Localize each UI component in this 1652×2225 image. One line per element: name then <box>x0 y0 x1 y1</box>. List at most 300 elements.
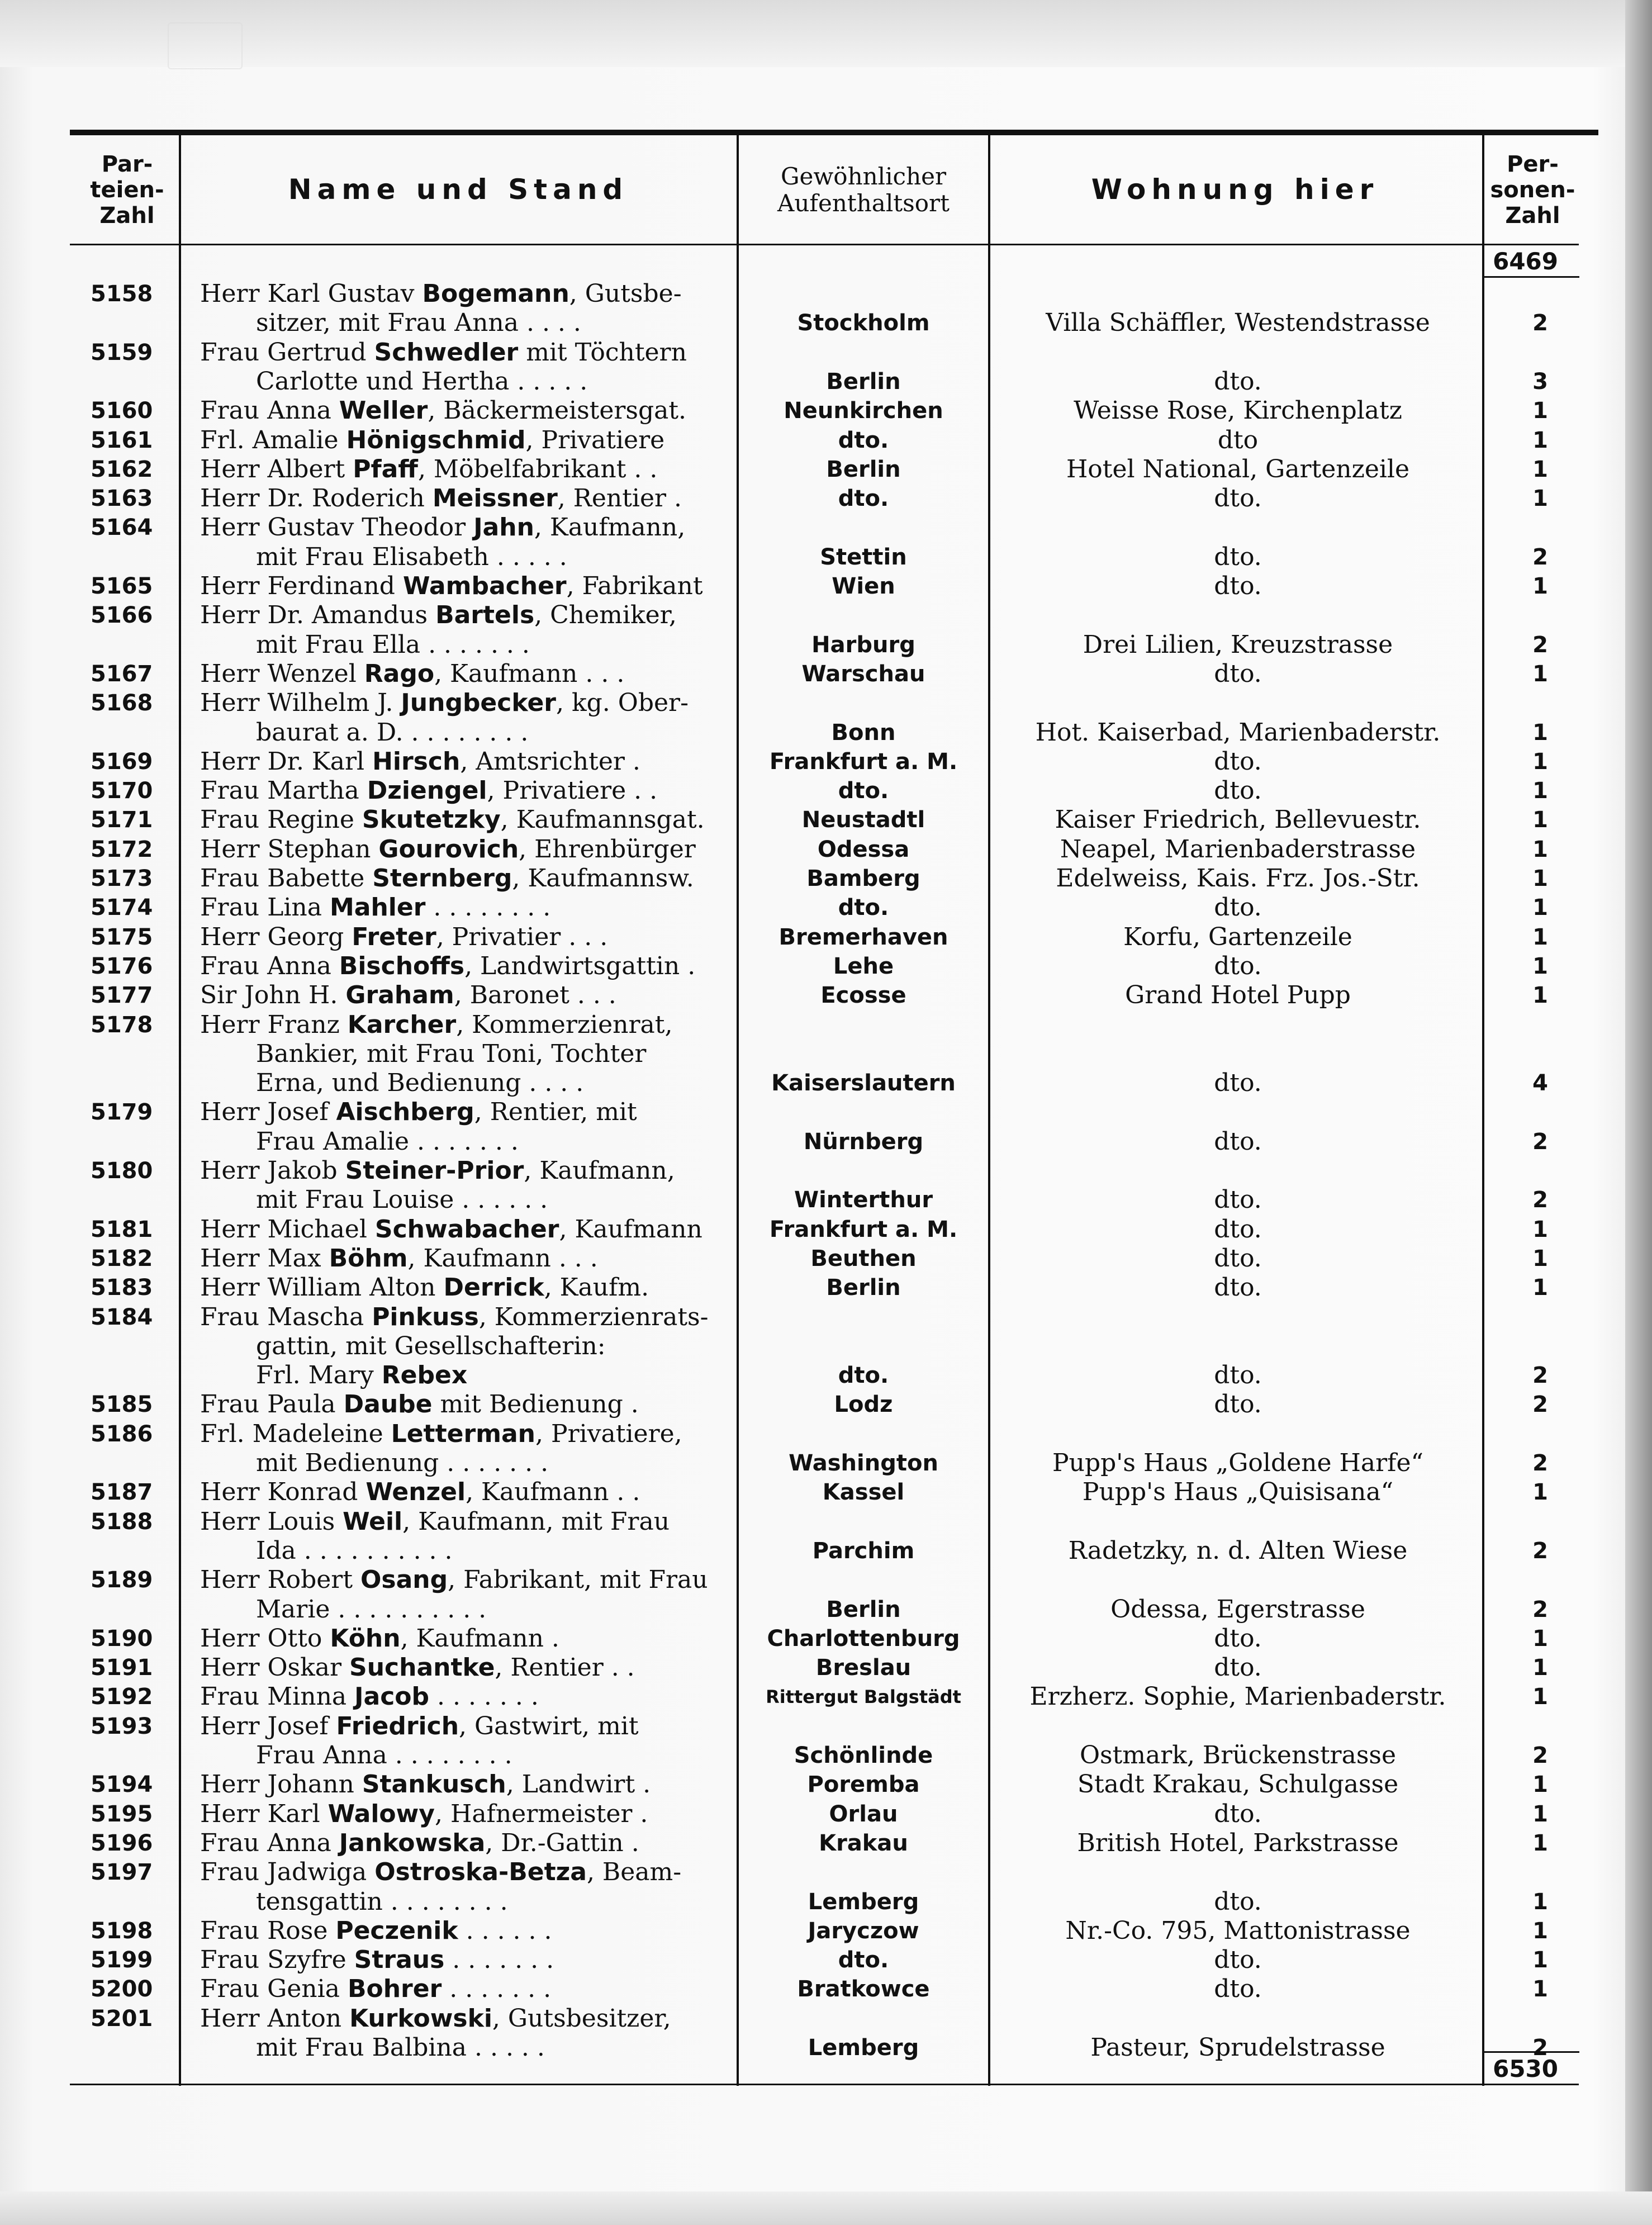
usual-residence: Beuthen <box>810 1245 917 1272</box>
usual-residence: Bonn <box>831 719 896 746</box>
name-suffix: . . . . . . . . <box>425 893 551 922</box>
name-suffix: , kg. Ober- <box>556 689 689 718</box>
name-suffix: , Landwirt . <box>506 1770 651 1799</box>
party-number: 5190 <box>91 1625 153 1652</box>
local-address: dto. <box>1214 1624 1262 1653</box>
header-bottom-rule <box>70 244 1579 245</box>
table-row <box>0 1420 1652 1449</box>
usual-residence: Frankfurt a. M. <box>769 748 958 775</box>
name-suffix: , Beam- <box>586 1858 682 1887</box>
local-address: Nr.-Co. 795, Mattonistrasse <box>1065 1916 1411 1945</box>
name-suffix: , Ehrenbürger <box>519 834 696 864</box>
table-row <box>0 747 1652 776</box>
name-suffix: , Rentier . <box>557 484 682 513</box>
person-count: 1 <box>1532 1830 1548 1856</box>
local-address: Edelweiss, Kais. Frz. Jos.-Str. <box>1056 864 1420 893</box>
name-prefix: Herr Oskar <box>200 1653 350 1682</box>
table-row <box>0 923 1652 952</box>
guest-name-line <box>200 835 720 864</box>
name-suffix: , Möbelfabrikant . . <box>417 454 658 483</box>
guest-name-line <box>200 1624 720 1653</box>
name-suffix: , Rentier, mit <box>474 1098 637 1127</box>
party-number: 5199 <box>91 1947 153 1973</box>
usual-residence: Lemberg <box>808 2035 919 2061</box>
person-count: 2 <box>1532 632 1548 658</box>
local-address: dto. <box>1214 1185 1262 1215</box>
surname: Pfaff <box>353 454 418 483</box>
table-row <box>0 1565 1652 1595</box>
name-prefix: Herr Albert <box>200 454 353 483</box>
party-number: 5172 <box>91 836 153 862</box>
party-number: 5176 <box>91 953 153 979</box>
person-count: 1 <box>1532 486 1548 512</box>
surname: Köhn <box>330 1624 401 1653</box>
guest-name-line <box>200 572 720 601</box>
party-number: 5170 <box>91 778 153 804</box>
surname: Suchantke <box>349 1653 495 1682</box>
header-address-here: Wohnung hier <box>1091 173 1379 206</box>
guest-name-line <box>256 2033 720 2062</box>
local-address: Pupp's Haus „Quisisana“ <box>1082 1478 1394 1507</box>
table-row <box>0 718 1652 747</box>
table-row <box>0 367 1652 396</box>
carried-forward-total: 6469 <box>1493 248 1558 275</box>
local-address: dto. <box>1214 1887 1262 1916</box>
guest-name-line <box>256 309 720 338</box>
guest-name-line <box>200 1682 720 1711</box>
name-suffix: , Rentier . . <box>495 1653 635 1682</box>
name-suffix: , Kaufmann, <box>524 1156 675 1185</box>
name-suffix: mit Bedienung . <box>432 1390 639 1419</box>
name-prefix: sitzer, mit Frau Anna . . . . <box>256 309 581 338</box>
name-suffix: , Dr.-Gattin . <box>485 1828 639 1857</box>
name-prefix: Herr Max <box>200 1244 329 1273</box>
party-number: 5177 <box>91 983 153 1009</box>
guest-name-line <box>200 396 720 425</box>
guest-name-line <box>200 2004 720 2033</box>
name-prefix: Erna, und Bedienung . . . . <box>256 1069 584 1098</box>
local-address: dto. <box>1214 1273 1262 1302</box>
guest-name-line <box>200 864 720 893</box>
person-count: 2 <box>1532 1392 1548 1418</box>
table-row <box>0 1916 1652 1946</box>
party-number: 5183 <box>91 1275 153 1301</box>
party-number: 5174 <box>91 895 153 921</box>
guest-name-line <box>200 747 720 776</box>
name-suffix: , Kaufmann <box>559 1215 702 1244</box>
party-number: 5195 <box>91 1801 153 1827</box>
usual-residence: Wien <box>832 573 895 599</box>
usual-residence: Schönlinde <box>794 1743 933 1768</box>
usual-residence: Kaiserslautern <box>771 1070 956 1097</box>
usual-residence: Harburg <box>811 632 915 658</box>
table-row <box>0 1010 1652 1040</box>
name-prefix: Frau Babette <box>200 864 373 893</box>
name-prefix: Herr Josef <box>200 1711 336 1740</box>
local-address: dto. <box>1214 951 1262 980</box>
surname: Letterman <box>391 1419 536 1448</box>
name-suffix: , Privatiere, <box>535 1419 682 1448</box>
party-number: 5179 <box>91 1099 153 1126</box>
person-count: 4 <box>1532 1070 1548 1097</box>
name-suffix: , Kaufmannsgat. <box>500 805 705 834</box>
party-number: 5173 <box>91 866 153 891</box>
table-row <box>0 1390 1652 1419</box>
surname: Bohrer <box>347 1975 442 2004</box>
surname: Weller <box>339 396 428 425</box>
page-top-edge <box>0 0 1652 67</box>
local-address: dto. <box>1214 1244 1262 1273</box>
person-count: 1 <box>1532 1275 1548 1301</box>
name-prefix: Frau Rose <box>200 1916 336 1945</box>
local-address: dto. <box>1214 747 1262 776</box>
guest-name-line <box>200 1215 720 1244</box>
name-prefix: Frau Gertrud <box>200 338 374 367</box>
surname: Bogemann <box>422 279 569 308</box>
guest-name-line <box>200 426 720 455</box>
name-prefix: Frau Minna <box>200 1682 355 1711</box>
table-row <box>0 805 1652 834</box>
local-address: Weisse Rose, Kirchenplatz <box>1074 396 1402 425</box>
name-prefix: Frl. Madeleine <box>200 1419 391 1448</box>
surname: Dziengel <box>367 776 487 805</box>
table-row <box>0 601 1652 630</box>
name-suffix: , Chemiker, <box>534 601 677 630</box>
table-row <box>0 1069 1652 1098</box>
name-suffix: , Gutsbe- <box>569 279 682 308</box>
name-prefix: Herr Michael <box>200 1215 375 1244</box>
table-row <box>0 776 1652 805</box>
local-address: Neapel, Marienbaderstrasse <box>1060 834 1416 864</box>
table-row <box>0 543 1652 572</box>
person-count: 2 <box>1532 310 1548 336</box>
surname: Bartels <box>435 601 535 630</box>
table-row <box>0 1800 1652 1829</box>
name-prefix: Frau Jadwiga <box>200 1858 375 1887</box>
name-prefix: Frau Regine <box>200 805 362 834</box>
party-number: 5160 <box>91 398 153 424</box>
surname: Jahn <box>473 513 534 542</box>
local-address: Pasteur, Sprudelstrasse <box>1090 2033 1385 2062</box>
surname: Bischoffs <box>339 951 465 980</box>
usual-residence: Kassel <box>822 1479 905 1506</box>
local-address: Stadt Krakau, Schulgasse <box>1077 1770 1399 1799</box>
table-row <box>0 1156 1652 1185</box>
guest-name-line <box>256 1040 720 1069</box>
local-address: dto. <box>1214 1127 1262 1156</box>
guest-name-line <box>256 1185 720 1215</box>
name-prefix: Frau Mascha <box>200 1302 372 1331</box>
surname: Hönigschmid <box>346 425 526 454</box>
guest-name-line <box>256 630 720 660</box>
name-suffix: mit Töchtern <box>518 338 687 367</box>
guest-name-line <box>256 367 720 396</box>
name-prefix: Herr Dr. Amandus <box>200 601 436 630</box>
surname: Derrick <box>443 1273 544 1302</box>
surname: Sternberg <box>372 864 512 893</box>
party-number: 5196 <box>91 1830 153 1856</box>
name-suffix: , Landwirtsgattin . <box>464 951 696 980</box>
person-count: 2 <box>1532 1596 1548 1623</box>
local-address: Villa Schäffler, Westendstrasse <box>1046 309 1430 338</box>
local-address: dto. <box>1214 572 1262 600</box>
party-number: 5162 <box>91 456 153 482</box>
header-person-count: Per- sonen- Zahl <box>1490 151 1575 229</box>
party-number: 5182 <box>91 1245 153 1272</box>
usual-residence: dto. <box>838 486 889 512</box>
person-count: 1 <box>1532 661 1548 687</box>
guest-name-line <box>200 1244 720 1273</box>
name-prefix: Herr Stephan <box>200 834 379 864</box>
usual-residence: Odessa <box>817 836 910 862</box>
guest-name-line <box>200 1712 720 1741</box>
table-row <box>0 835 1652 864</box>
name-prefix: Herr Wenzel <box>200 659 364 688</box>
surname: Walowy <box>327 1799 435 1828</box>
surname: Peczenik <box>335 1916 458 1945</box>
local-address: dto. <box>1214 1215 1262 1244</box>
local-address: dto. <box>1214 1069 1262 1098</box>
table-top-rule <box>70 130 1598 135</box>
name-prefix: Herr Josef <box>200 1098 336 1127</box>
guest-name-line <box>200 1156 720 1185</box>
person-count: 1 <box>1532 778 1548 804</box>
party-number: 5180 <box>91 1158 153 1184</box>
local-address: dto. <box>1214 484 1262 513</box>
surname: Schwedler <box>374 338 519 367</box>
party-number: 5187 <box>91 1479 153 1506</box>
person-count: 1 <box>1532 1655 1548 1681</box>
guest-name-line <box>200 1507 720 1536</box>
party-number: 5158 <box>91 281 153 307</box>
name-suffix: , Kaufmann . . . <box>407 1244 598 1273</box>
person-count: 2 <box>1532 1128 1548 1155</box>
person-count: 1 <box>1532 1976 1548 2003</box>
guest-name-line <box>200 484 720 513</box>
table-row <box>0 1653 1652 1682</box>
name-prefix: Herr Karl Gustav <box>200 279 423 308</box>
usual-residence: dto. <box>838 1947 889 1973</box>
table-row <box>0 279 1652 309</box>
name-prefix: mit Frau Elisabeth . . . . . <box>256 542 567 571</box>
name-prefix: Frau Lina <box>200 893 330 922</box>
name-suffix: , Fabrikant <box>566 572 703 600</box>
local-address: dto. <box>1214 367 1262 396</box>
name-prefix: Herr Anton <box>200 2004 350 2033</box>
table-row <box>0 660 1652 689</box>
person-count: 1 <box>1532 836 1548 862</box>
party-number: 5201 <box>91 2005 153 2032</box>
table-row <box>0 1273 1652 1302</box>
usual-residence: Berlin <box>826 456 901 482</box>
guest-name-line <box>200 805 720 834</box>
guest-name-line <box>200 1010 720 1040</box>
table-row <box>0 1829 1652 1858</box>
table-row <box>0 1332 1652 1361</box>
usual-residence: Nürnberg <box>803 1128 924 1155</box>
guest-name-line <box>200 1858 720 1887</box>
name-prefix: Frau Martha <box>200 776 367 805</box>
surname: Jungbecker <box>401 689 556 718</box>
table-row <box>0 1127 1652 1156</box>
person-count: 1 <box>1532 1684 1548 1710</box>
local-address: Pupp's Haus „Goldene Harfe“ <box>1052 1449 1423 1477</box>
party-number: 5193 <box>91 1713 153 1739</box>
guest-name-line <box>200 1800 720 1829</box>
name-suffix: , Baronet . . . <box>454 981 616 1010</box>
name-suffix: , Kaufmann, <box>534 513 686 542</box>
table-row <box>0 1507 1652 1536</box>
usual-residence: dto. <box>838 1363 889 1389</box>
name-suffix: , Privatier . . . <box>436 922 608 951</box>
name-suffix: , Kommerzienrats- <box>478 1302 709 1331</box>
person-count: 1 <box>1532 748 1548 775</box>
local-address: Drei Lilien, Kreuzstrasse <box>1083 630 1393 659</box>
name-prefix: Frau Anna . . . . . . . . <box>256 1741 512 1769</box>
name-suffix: , Bäckermeistersgat. <box>428 396 687 425</box>
guest-name-line <box>200 1420 720 1449</box>
guest-name-line <box>200 1975 720 2004</box>
person-count: 1 <box>1532 1625 1548 1652</box>
person-count: 1 <box>1532 1479 1548 1506</box>
person-count: 1 <box>1532 1947 1548 1973</box>
table-row <box>0 893 1652 922</box>
party-number: 5168 <box>91 690 153 717</box>
usual-residence: Parchim <box>812 1538 915 1564</box>
party-number: 5197 <box>91 1859 153 1886</box>
person-count: 1 <box>1532 866 1548 891</box>
guest-name-line <box>256 1127 720 1156</box>
person-count: 1 <box>1532 983 1548 1009</box>
table-bottom-rule <box>70 2084 1579 2085</box>
sum-total: 6530 <box>1493 2055 1558 2082</box>
local-address: Kaiser Friedrich, Bellevuestr. <box>1055 805 1421 834</box>
person-count: 1 <box>1532 895 1548 921</box>
surname: Gourovich <box>378 834 519 864</box>
guest-name-line <box>256 543 720 572</box>
surname: Wenzel <box>365 1478 466 1507</box>
name-prefix: Marie . . . . . . . . . . <box>256 1595 487 1624</box>
guest-name-line <box>200 1273 720 1302</box>
guest-name-line <box>200 660 720 689</box>
guest-name-line <box>200 1478 720 1507</box>
name-suffix: , Privatiere . . <box>487 776 658 805</box>
surname: Daube <box>343 1390 433 1419</box>
usual-residence: Ecosse <box>820 983 906 1009</box>
party-number: 5181 <box>91 1216 153 1242</box>
name-prefix: tensgattin . . . . . . . . <box>256 1887 508 1916</box>
name-prefix: Herr Georg <box>200 922 352 951</box>
table-row <box>0 1215 1652 1244</box>
surname: Graham <box>345 981 454 1010</box>
name-prefix: Frl. Amalie <box>200 425 346 454</box>
usual-residence: Bremerhaven <box>778 924 948 950</box>
usual-residence: Neustadtl <box>801 807 925 833</box>
surname: Aischberg <box>336 1098 474 1127</box>
table-row <box>0 426 1652 455</box>
usual-residence: dto. <box>838 778 889 804</box>
surname: Hirsch <box>372 747 461 776</box>
party-number: 5166 <box>91 602 153 629</box>
surname: Karcher <box>347 1010 457 1039</box>
party-number: 5192 <box>91 1684 153 1710</box>
name-prefix: Herr Gustav Theodor <box>200 513 474 542</box>
table-row <box>0 981 1652 1010</box>
surname: Böhm <box>329 1244 408 1273</box>
party-number: 5185 <box>91 1392 153 1418</box>
usual-residence: Stettin <box>820 544 907 570</box>
name-suffix: , Amtsrichter . <box>460 747 640 776</box>
person-count: 1 <box>1532 1216 1548 1242</box>
guest-name-line <box>200 338 720 367</box>
name-suffix: , Kaufmann . <box>400 1624 559 1653</box>
name-prefix: Sir John H. <box>200 981 346 1010</box>
name-prefix: Carlotte und Hertha . . . . . <box>256 367 588 396</box>
surname: Rebex <box>381 1361 468 1390</box>
name-prefix: Herr Ferdinand <box>200 572 403 600</box>
table-row <box>0 1098 1652 1127</box>
guest-name-line <box>200 1565 720 1595</box>
usual-residence: dto. <box>838 427 889 453</box>
surname: Rago <box>364 659 435 688</box>
name-prefix: gattin, mit Gesellschafterin: <box>256 1331 606 1360</box>
guest-name-line <box>200 952 720 981</box>
header-usual-residence: Gewöhnlicher Aufenthaltsort <box>777 162 950 217</box>
name-suffix: . . . . . . <box>458 1916 552 1945</box>
usual-residence: dto. <box>838 895 889 921</box>
surname: Weil <box>343 1507 403 1536</box>
usual-residence: Rittergut Balgstädt <box>766 1686 961 1708</box>
party-number: 5163 <box>91 486 153 512</box>
guest-name-line <box>256 1361 720 1390</box>
table-row <box>0 1361 1652 1390</box>
name-suffix: . . . . . . . <box>444 1946 554 1975</box>
table-row <box>0 338 1652 367</box>
page-bottom-edge <box>0 2191 1652 2225</box>
table-row <box>0 484 1652 513</box>
name-prefix: Frau Paula <box>200 1390 344 1419</box>
table-row <box>0 309 1652 338</box>
guest-name-line <box>200 1098 720 1127</box>
name-suffix: , Hafnermeister . <box>434 1799 648 1828</box>
table-row <box>0 1858 1652 1887</box>
table-row <box>0 1536 1652 1565</box>
party-number: 5159 <box>91 339 153 366</box>
surname: Mahler <box>329 893 426 922</box>
usual-residence: Poremba <box>807 1772 920 1798</box>
name-prefix: Frau Genia <box>200 1975 348 2004</box>
name-prefix: Frau Anna <box>200 951 339 980</box>
name-prefix: mit Bedienung . . . . . . . <box>256 1449 549 1477</box>
party-number: 5188 <box>91 1508 153 1535</box>
guest-name-line <box>200 1829 720 1858</box>
guest-name-line <box>200 1770 720 1799</box>
name-prefix: Herr Robert <box>200 1565 360 1595</box>
usual-residence: Lemberg <box>808 1889 919 1915</box>
guest-name-line <box>200 1946 720 1975</box>
surname: Osang <box>360 1565 448 1595</box>
person-count: 1 <box>1532 456 1548 482</box>
usual-residence: Frankfurt a. M. <box>769 1216 958 1242</box>
person-count: 1 <box>1532 398 1548 424</box>
party-number: 5198 <box>91 1918 153 1944</box>
person-count: 1 <box>1532 719 1548 746</box>
person-count: 2 <box>1532 1450 1548 1476</box>
surname: Friedrich <box>336 1711 459 1740</box>
local-address: Hot. Kaiserbad, Marienbaderstr. <box>1035 718 1441 747</box>
guest-name-line <box>200 1653 720 1682</box>
party-number: 5194 <box>91 1772 153 1798</box>
